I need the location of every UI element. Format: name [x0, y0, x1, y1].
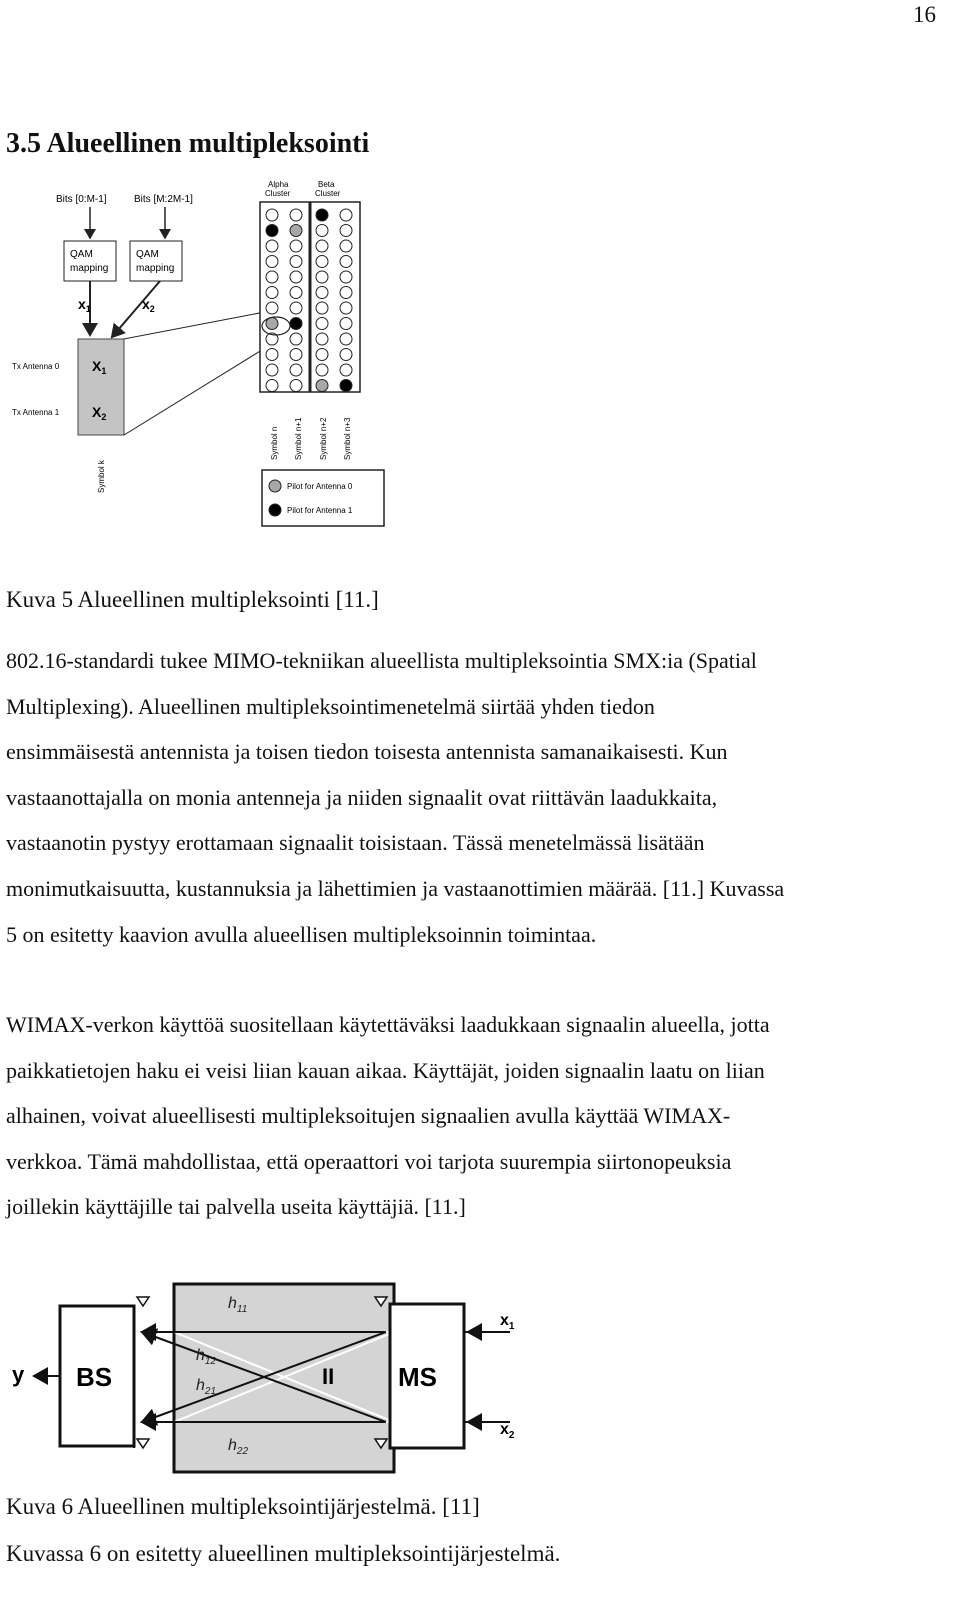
- svg-text:Cluster: Cluster: [315, 189, 341, 198]
- figure-6-diagram: [0, 1280, 540, 1480]
- legend-antenna-0: Pilot for Antenna 0: [287, 482, 353, 491]
- paragraph-1: [6, 638, 946, 957]
- x2-label: $x_2$: [142, 296, 155, 314]
- paragraph-line: 5 on esitetty kaavion avulla alueellisen multipleksoinnin toimintaa.: [6, 921, 597, 947]
- figure-5-caption: Kuva 5 Alueellinen multipleksointi [11.]: [6, 587, 379, 612]
- subcarrier-circle: [340, 209, 352, 221]
- h11-label: $h_{11}$: [228, 1295, 248, 1315]
- x1-label: $x_1$: [78, 296, 91, 314]
- svg-text:QAM: QAM: [136, 249, 159, 260]
- subcarrier-circle: [316, 364, 328, 376]
- qam-mapping-box-a: [64, 241, 116, 281]
- subcarrier-circle: [340, 302, 352, 314]
- subcarrier-circle: [290, 287, 302, 299]
- subcarrier-circle: [316, 240, 328, 252]
- bits-b-label: Bits [M:2M-1]: [134, 194, 193, 205]
- subcarrier-circle: [266, 287, 278, 299]
- h12-label: $h_{12}$: [196, 1347, 217, 1367]
- svg-text:X2: $X_2$: [92, 404, 107, 422]
- subcarrier-circle: [340, 256, 352, 268]
- subcarrier-circle: [340, 349, 352, 361]
- subcarrier-circle: [266, 240, 278, 252]
- x2-input-label: $x_2$: [500, 1421, 515, 1441]
- subcarrier-circle: [340, 287, 352, 299]
- subcarrier-circle: [340, 271, 352, 283]
- subcarrier-circle: [340, 380, 352, 392]
- subcarrier-circle: [290, 302, 302, 314]
- svg-text:Cluster: Cluster: [265, 189, 291, 198]
- subcarrier-circle: [340, 225, 352, 237]
- subcarrier-circle: [316, 349, 328, 361]
- subcarrier-circle: [290, 364, 302, 376]
- bits-a-label: Bits [0:M-1]: [56, 194, 107, 205]
- page-number: 16: [913, 2, 936, 27]
- parallel-mark: II: [322, 1364, 335, 1389]
- subcarrier-circle: [340, 240, 352, 252]
- figure-5-diagram: [0, 175, 420, 535]
- paragraph-line: alhainen, voivat alueellisesti multipleksoitujen signaalien avulla käyttää WIMAX-: [6, 1103, 731, 1129]
- symbol-n-label: Symbol n: [270, 426, 279, 460]
- paragraph-line: joillekin käyttäjille tai palvella useita käyttäjiä. [11.]: [6, 1194, 466, 1220]
- subcarrier-circle: [266, 364, 278, 376]
- tx-antenna-0-label: Tx Antenna 0: [12, 362, 60, 371]
- subcarrier-circle: [290, 225, 302, 237]
- closing-sentence: Kuvassa 6 on esitetty alueellinen multipleksointijärjestelmä.: [6, 1541, 561, 1566]
- paragraph-line: monimutkaisuutta, kustannuksia ja lähettimien ja vastaanottimien määrää. [11.] Kuvassa: [6, 875, 785, 901]
- svg-text:Alpha: Alpha: [268, 180, 289, 189]
- paragraph-line: WIMAX-verkon käyttöä suositellaan käytettäväksi laadukkaan signaalin alueella, jotta: [6, 1012, 770, 1037]
- subcarrier-circle: [290, 271, 302, 283]
- subcarrier-circle: [340, 333, 352, 345]
- y-output-label: y: [12, 1362, 25, 1387]
- subcarrier-circle: [266, 256, 278, 268]
- subcarrier-circle: [316, 256, 328, 268]
- subcarrier-circle: [316, 333, 328, 345]
- tx-antenna-1-label: Tx Antenna 1: [12, 408, 60, 417]
- subcarrier-circle: [290, 349, 302, 361]
- symbol-n1-label: Symbol n+1: [294, 417, 303, 460]
- qam-mapping-box-b: [130, 241, 182, 281]
- subcarrier-circle: [266, 349, 278, 361]
- subcarrier-circle: [316, 287, 328, 299]
- symbol-n2-label: Symbol n+2: [319, 417, 328, 460]
- subcarrier-circle: [266, 271, 278, 283]
- subcarrier-circle: [316, 318, 328, 330]
- subcarrier-circle: [290, 240, 302, 252]
- paragraph-line: vastaanottajalla on monia antenneja ja niiden signaalit ovat riittävän laadukkaita,: [6, 784, 718, 810]
- svg-text:X1: $X_1$: [92, 358, 107, 376]
- legend-antenna-1: Pilot for Antenna 1: [287, 506, 353, 515]
- paragraph-line: ensimmäisestä antennista ja toisen tiedon toisesta antennista samanaikaisesti. Kun: [6, 739, 728, 765]
- subcarrier-circle: [316, 380, 328, 392]
- svg-text:QAM: QAM: [70, 249, 93, 260]
- paragraph-line: paikkatietojen haku ei veisi liian kauan aikaa. Käyttäjät, joiden signaalin laatu on liian: [6, 1057, 765, 1083]
- subcarrier-circle: [266, 209, 278, 221]
- figure-5-legend: [262, 470, 384, 526]
- h22-label: $h_{22}$: [228, 1437, 249, 1457]
- subcarrier-circle: [340, 318, 352, 330]
- svg-text:mapping: mapping: [136, 263, 175, 274]
- section-heading: 3.5 Alueellinen multipleksointi: [6, 128, 370, 159]
- subcarrier-circle: [316, 209, 328, 221]
- subcarrier-circle: [316, 271, 328, 283]
- ms-label: MS: [398, 1362, 437, 1392]
- subcarrier-circle: [266, 302, 278, 314]
- bs-label: BS: [76, 1362, 113, 1392]
- subcarrier-circle: [340, 364, 352, 376]
- figure-6-caption: Kuva 6 Alueellinen multipleksointijärjestelmä. [11]: [6, 1494, 480, 1519]
- x1-input-label: $x_1$: [500, 1312, 515, 1332]
- paragraph-line: 802.16-standardi tukee MIMO-tekniikan alueellista multipleksointia SMX:ia (Spatial: [6, 648, 757, 673]
- subcarrier-circle: [290, 256, 302, 268]
- paragraph-2: [6, 1002, 946, 1230]
- symbol-k-label: Symbol k: [97, 460, 106, 493]
- subcarrier-circle: [316, 225, 328, 237]
- svg-text:Beta: Beta: [318, 180, 335, 189]
- subcarrier-circle: [290, 209, 302, 221]
- paragraph-line: verkkoa. Tämä mahdollistaa, että operaattori voi tarjota suurempia siirtonopeuksia: [6, 1148, 732, 1174]
- subcarrier-circle: [290, 380, 302, 392]
- symbol-n3-label: Symbol n+3: [343, 417, 352, 460]
- subcarrier-circle: [266, 380, 278, 392]
- subcarrier-circle: [266, 225, 278, 237]
- h21-label: $h_{21}$: [196, 1377, 217, 1397]
- subcarrier-circle: [290, 318, 302, 330]
- subcarrier-circle: [290, 333, 302, 345]
- subcarrier-circle: [316, 302, 328, 314]
- paragraph-line: vastaanotin pystyy erottamaan signaalit toisistaan. Tässä menetelmässä lisätään: [6, 830, 705, 856]
- svg-text:mapping: mapping: [70, 263, 109, 274]
- paragraph-line: Multiplexing). Alueellinen multipleksointimenetelmä siirtää yhden tiedon: [6, 693, 655, 719]
